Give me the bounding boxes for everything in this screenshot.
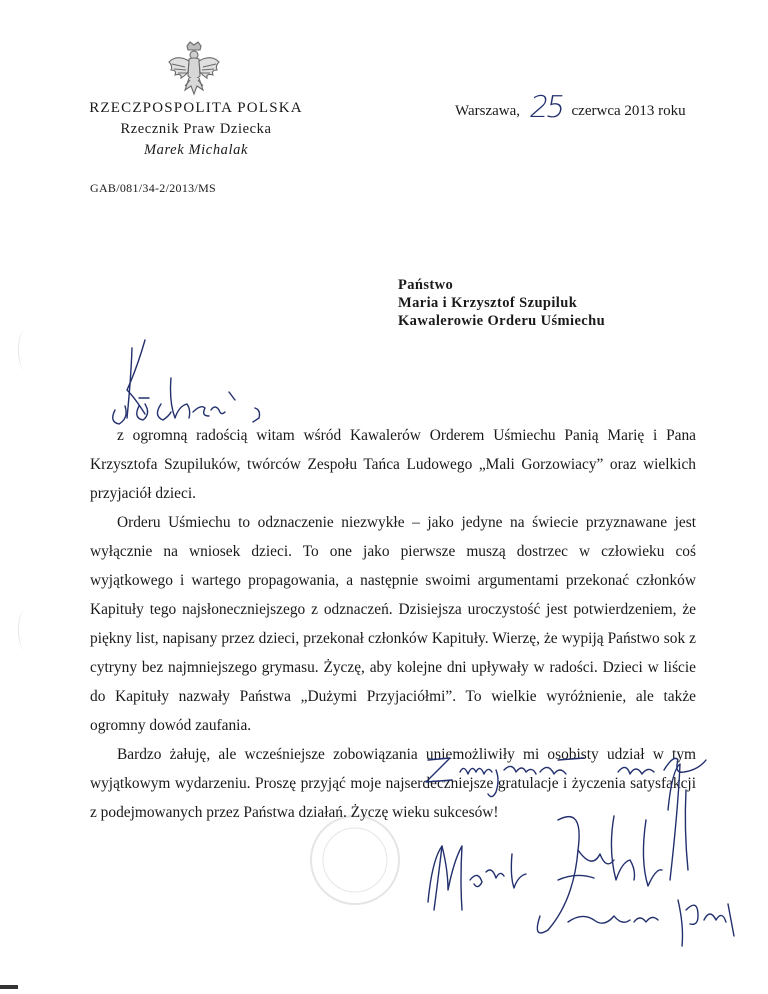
date-day-handwritten: 25 (526, 90, 565, 125)
addressee-block (398, 276, 605, 330)
body-paragraph-3: Bardzo żałuję, ale wcześniejsze zobowiązania uniemożliwiły mi osobisty udział w tym wyjątkowym wydarzeniu. Proszę przyjąć moje najserdeczniejsze gratulacje i życzenia satysfakcji z podejmowanych przez Państwa działań. Życzę wieku sukcesów! (90, 746, 696, 821)
date-month-year: czerwca 2013 roku (571, 103, 686, 119)
official-name: Marek Michalak (143, 142, 249, 158)
scan-mark (0, 985, 18, 989)
handwritten-greeting (105, 318, 275, 430)
reference-number: GAB/081/34-2/2013/MS (90, 181, 217, 195)
office-name: Rzecznik Praw Dziecka (120, 121, 272, 137)
date-city: Warszawa, (455, 103, 521, 119)
country-name: RZECZPOSPOLITA POLSKA (89, 100, 303, 116)
punch-hole-shadow (18, 610, 31, 650)
body-paragraph-2: Orderu Uśmiechu to odznaczenie niezwykłe – jako jedyne na świecie przyznawane jest wyłącznie na wniosek dzieci. To one jako pierwsze muszą dostrzec w człowieku coś wyjątkowego i wartego propagowania, a następnie swoimi argumentami przekonać członków Kapituły tego najsłoneczniejszego z odznaczeń. Dzisiejsza uroczystość jest potwierdzeniem, że piękny list, napisany przez dzieci, przekonał członków Kapituły. Wierzę, że wypiją Państwo sok z cytryny bez najmniejszego grymasu. Życzę, aby kolejne dni upływały w radości. Dzieci w liście do Kapituły nazwały Państwa „Dużymi Przyjaciółmi”. To wielkie wyróżnienie, ale także ogromny dowód zaufania. (90, 514, 696, 734)
dateline (455, 88, 686, 123)
punch-hole-shadow (18, 330, 31, 370)
institution-header (86, 98, 306, 161)
body-paragraph-1: z ogromną radością witam wśród Kawalerów Orderem Uśmiechu Panią Marię i Pana Krzysztofa Szupiluków, twórców Zespołu Tańca Ludowego „Mali Gorzowiacy” oraz wielkich przyjaciół dzieci. (90, 427, 696, 502)
faint-stamp (305, 810, 405, 910)
addressee-line-3: Kawalerowie Orderu Uśmiechu (398, 313, 606, 329)
addressee-line-1: Państwo (398, 277, 454, 293)
addressee-line-2: Maria i Krzysztof Szupiluk (398, 295, 578, 311)
handwritten-signature (408, 750, 738, 950)
